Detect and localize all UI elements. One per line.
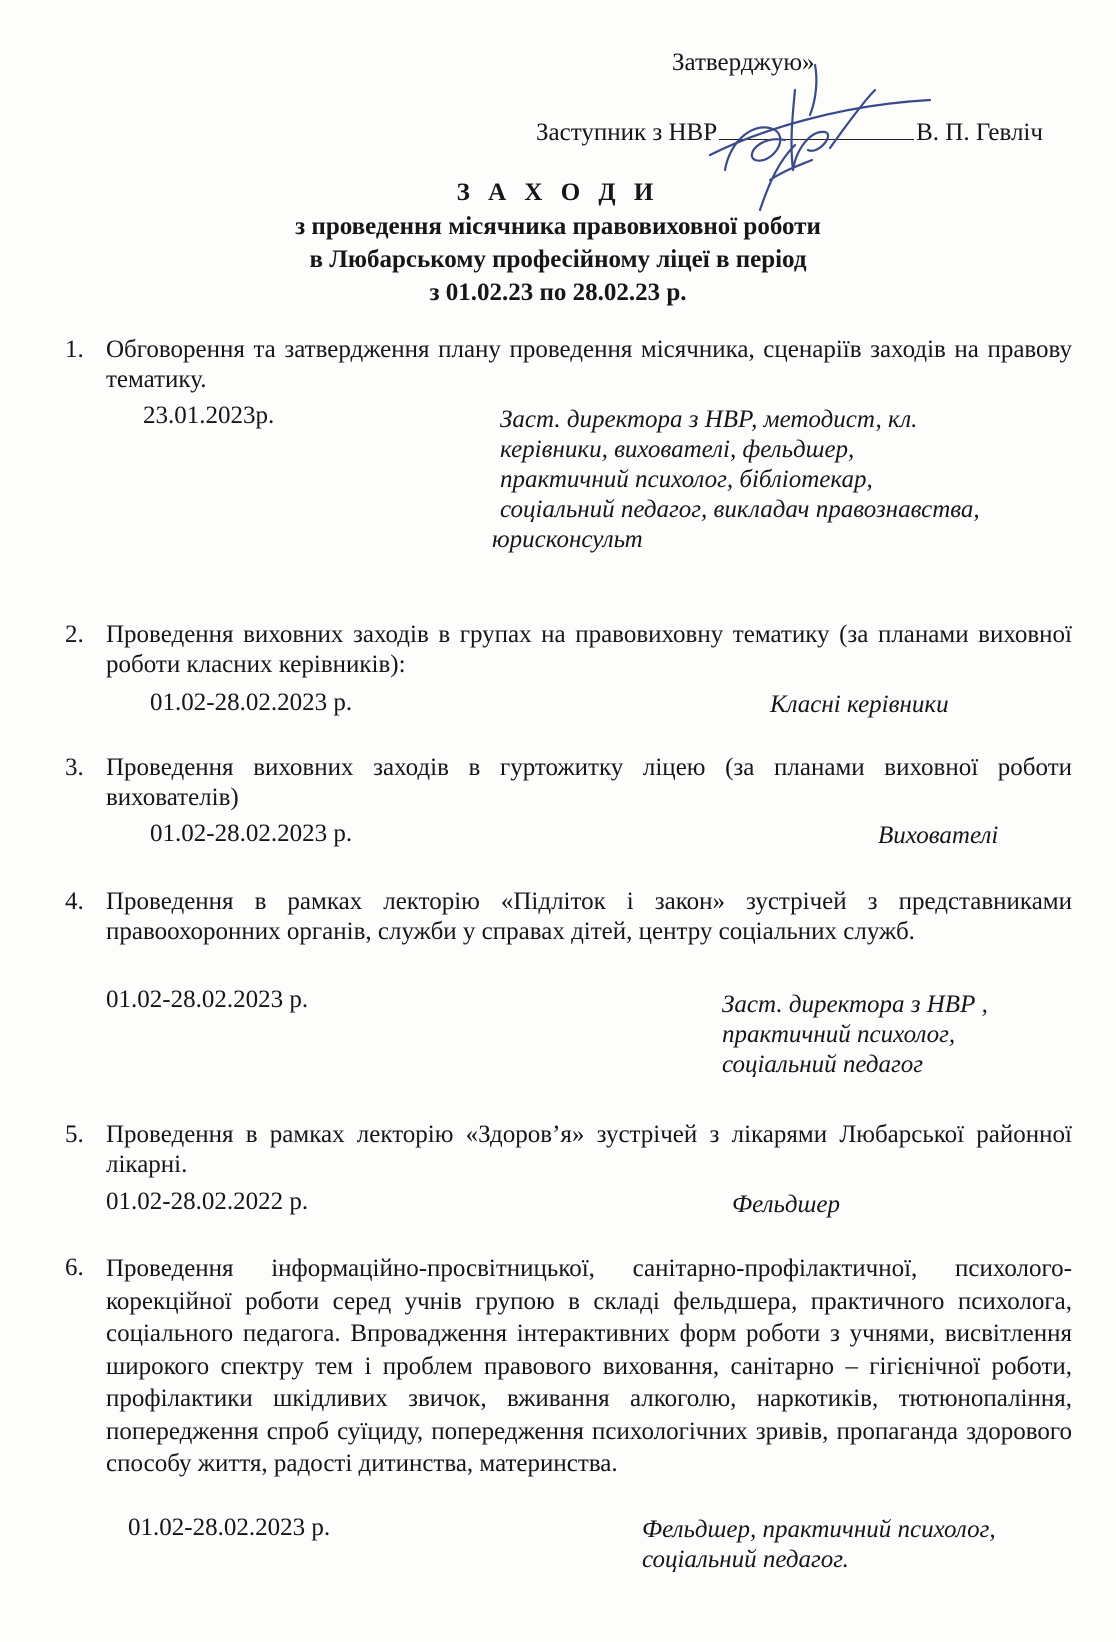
item-date: 01.02-28.02.2023 р.: [150, 820, 353, 847]
item-text: Обговорення та затвердження плану проведення місячника, сценаріїв заходів на правову тематику.: [106, 336, 1072, 393]
document-subtitle-2: в Любарському професійному ліцеї в період: [309, 246, 807, 273]
responsible-line: соціальний педагог: [722, 1051, 923, 1078]
item-text: Проведення інформаційно-просвітницької, санітарно-профілактичної, психолого-корекційної роботи серед учнів групою в складі фельдшера, практичного психолога, соціального педагога. Впровадження інтерактивних форм роботи з учнями, висвітлення широкого спектру тем і проблем правового виховання, санітарно – гігієнічної роботи, профілактики шкідливих звичок, вживання алкоголю, наркотиків, тютюнопаління, попередження спроб суїциду, попередження психологічних зривів, пропаганда здорового способу життя, радості дитинства, материнства.: [106, 1255, 1072, 1477]
approval-word: Затверджую»: [672, 49, 815, 76]
responsible-line: соціальний педагог, викладач правознавства,: [500, 496, 980, 523]
item-responsible: [642, 1515, 996, 1575]
responsible-line: Вихователі: [878, 822, 999, 849]
responsible-line: Заст. директора з НВР ,: [722, 991, 988, 1018]
item-responsible: [492, 405, 980, 555]
responsible-line: практичний психолог, бібліотекар,: [500, 466, 873, 493]
item-responsible: [878, 821, 998, 851]
item-date: 01.02-28.02.2022 р.: [106, 1188, 309, 1215]
item-date: 23.01.2023р.: [143, 402, 275, 429]
item-text: Проведення в рамках лекторію «Підліток і закон» зустрічей з представниками правоохоронних органів, служби у справах дітей, центру соціальних служб.: [106, 888, 1072, 945]
responsible-line: керівники, вихователі, фельдшер,: [500, 436, 855, 463]
approval-position: Заступник з НВР: [536, 119, 718, 146]
item-date: 01.02-28.02.2023 р.: [128, 1514, 331, 1541]
item-number: 5.: [65, 1121, 84, 1148]
item-number: 3.: [65, 754, 84, 781]
item-number: 4.: [65, 888, 84, 915]
item-number: 1.: [65, 336, 84, 363]
document-subtitle-1: з проведення місячника правовиховної роботи: [295, 213, 821, 240]
responsible-line: соціальний педагог.: [642, 1546, 849, 1573]
item-date: 01.02-28.02.2023 р.: [150, 689, 353, 716]
responsible-line: практичний психолог,: [722, 1021, 956, 1048]
item-responsible: [722, 990, 988, 1080]
item-text: Проведення виховних заходів в гуртожитку ліцею (за планами виховної роботи вихователів): [106, 754, 1072, 811]
responsible-line: Класні керівники: [770, 691, 949, 718]
item-text: Проведення в рамках лекторію «Здоров’я» зустрічей з лікарями Любарської районної лікарні.: [106, 1121, 1072, 1178]
document-title: З А Х О Д И: [456, 179, 660, 206]
responsible-line: юрисконсульт: [492, 526, 643, 553]
responsible-line: Фельдшер, практичний психолог,: [642, 1516, 996, 1543]
item-text: Проведення виховних заходів в групах на правовиховну тематику (за планами виховної роботи класних керівників):: [106, 621, 1072, 678]
item-responsible: [732, 1190, 840, 1220]
item-number: 6.: [65, 1254, 84, 1281]
responsible-line: Заст. директора з НВР, методист, кл.: [500, 406, 918, 433]
document-subtitle-3: з 01.02.23 по 28.02.23 р.: [429, 279, 687, 306]
item-number: 2.: [65, 621, 84, 648]
item-date: 01.02-28.02.2023 р.: [106, 986, 309, 1013]
responsible-line: Фельдшер: [732, 1191, 840, 1218]
item-responsible: [770, 690, 949, 720]
approval-name: В. П. Гевліч: [916, 119, 1043, 146]
